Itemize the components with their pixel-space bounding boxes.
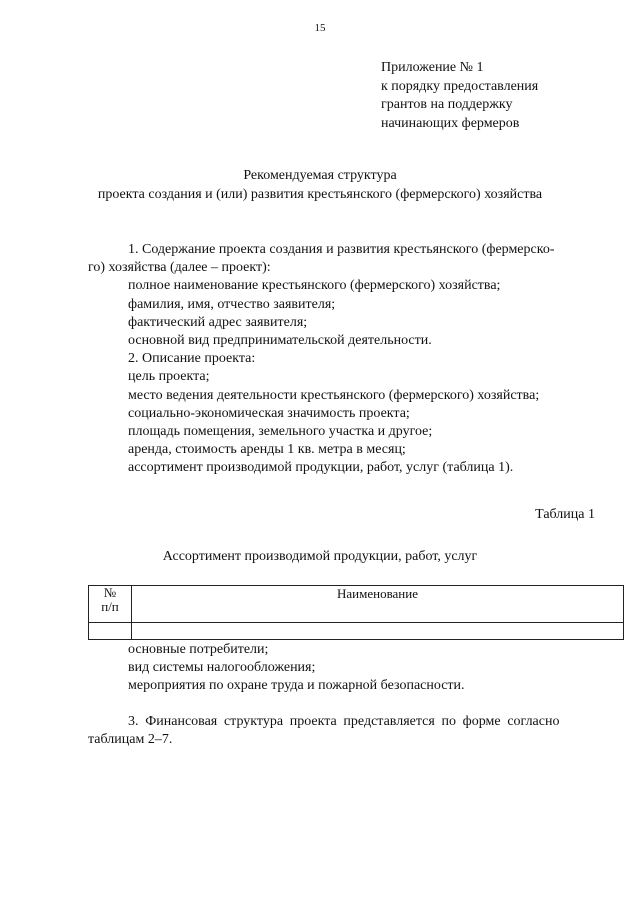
table-label: Таблица 1 <box>535 507 595 522</box>
after-table-list <box>88 641 593 696</box>
list-item: ассортимент производимой продукции, работ, услуг (таблица 1). <box>128 460 514 476</box>
list-item: место ведения деятельности крестьянского (фермерского) хозяйства; <box>128 387 540 403</box>
assortment-table <box>88 585 624 640</box>
list-item: цель проекта; <box>128 369 210 385</box>
document-title <box>0 166 640 204</box>
list-item: аренда, стоимость аренды 1 кв. метра в месяц; <box>128 442 406 458</box>
col-num-header <box>89 586 132 623</box>
list-item: фактический адрес заявителя; <box>128 314 308 330</box>
list-item: площадь помещения, земельного участка и другое; <box>128 424 433 440</box>
list-item: основные потребители; <box>128 642 269 657</box>
col-num-abbr: п/п <box>101 599 119 614</box>
appendix-line: к порядку предоставления <box>381 78 539 94</box>
list-item: фамилия, имя, отчество заявителя; <box>128 296 336 312</box>
section-2-heading: 2. Описание проекта: <box>128 351 256 367</box>
section-1-heading-line-1: 1. Содержание проекта создания и развития крестьянского (фермерско- <box>128 242 555 257</box>
list-item: мероприятия по охране труда и пожарной безопасности. <box>128 678 465 694</box>
col-num-symbol: № <box>103 585 117 600</box>
list-item: полное наименование крестьянского (фермерского) хозяйства; <box>128 278 501 294</box>
list-item: вид системы налогообложения; <box>128 660 316 676</box>
section-1-heading-line-2: го) хозяйства (далее – проект): <box>88 260 271 276</box>
table-title: Ассортимент производимой продукции, работ, услуг <box>162 549 478 564</box>
title-line-1: Рекомендуемая структура <box>243 168 397 183</box>
section-3 <box>88 713 593 749</box>
appendix-line: начинающих фермеров <box>381 115 520 131</box>
section-3-line-2: таблицам 2–7. <box>88 732 173 748</box>
appendix-header <box>381 59 538 133</box>
page-number: 15 <box>314 22 326 34</box>
appendix-line: Приложение № 1 <box>381 60 484 75</box>
title-line-2: проекта создания и (или) развития крестьянского (фермерского) хозяйства <box>97 187 543 202</box>
list-item: социально-экономическая значимость проекта; <box>128 405 410 421</box>
table-header-row <box>89 586 624 623</box>
col-name-header: Наименование <box>132 586 624 623</box>
table-cell <box>89 623 132 640</box>
section-1 <box>88 241 593 478</box>
list-item: основной вид предпринимательской деятельности. <box>128 333 432 349</box>
appendix-line: грантов на поддержку <box>381 97 513 112</box>
section-3-line-1: 3. Финансовая структура проекта представляется по форме согласно <box>128 714 560 729</box>
table-row <box>89 623 624 640</box>
table-cell <box>132 623 624 640</box>
